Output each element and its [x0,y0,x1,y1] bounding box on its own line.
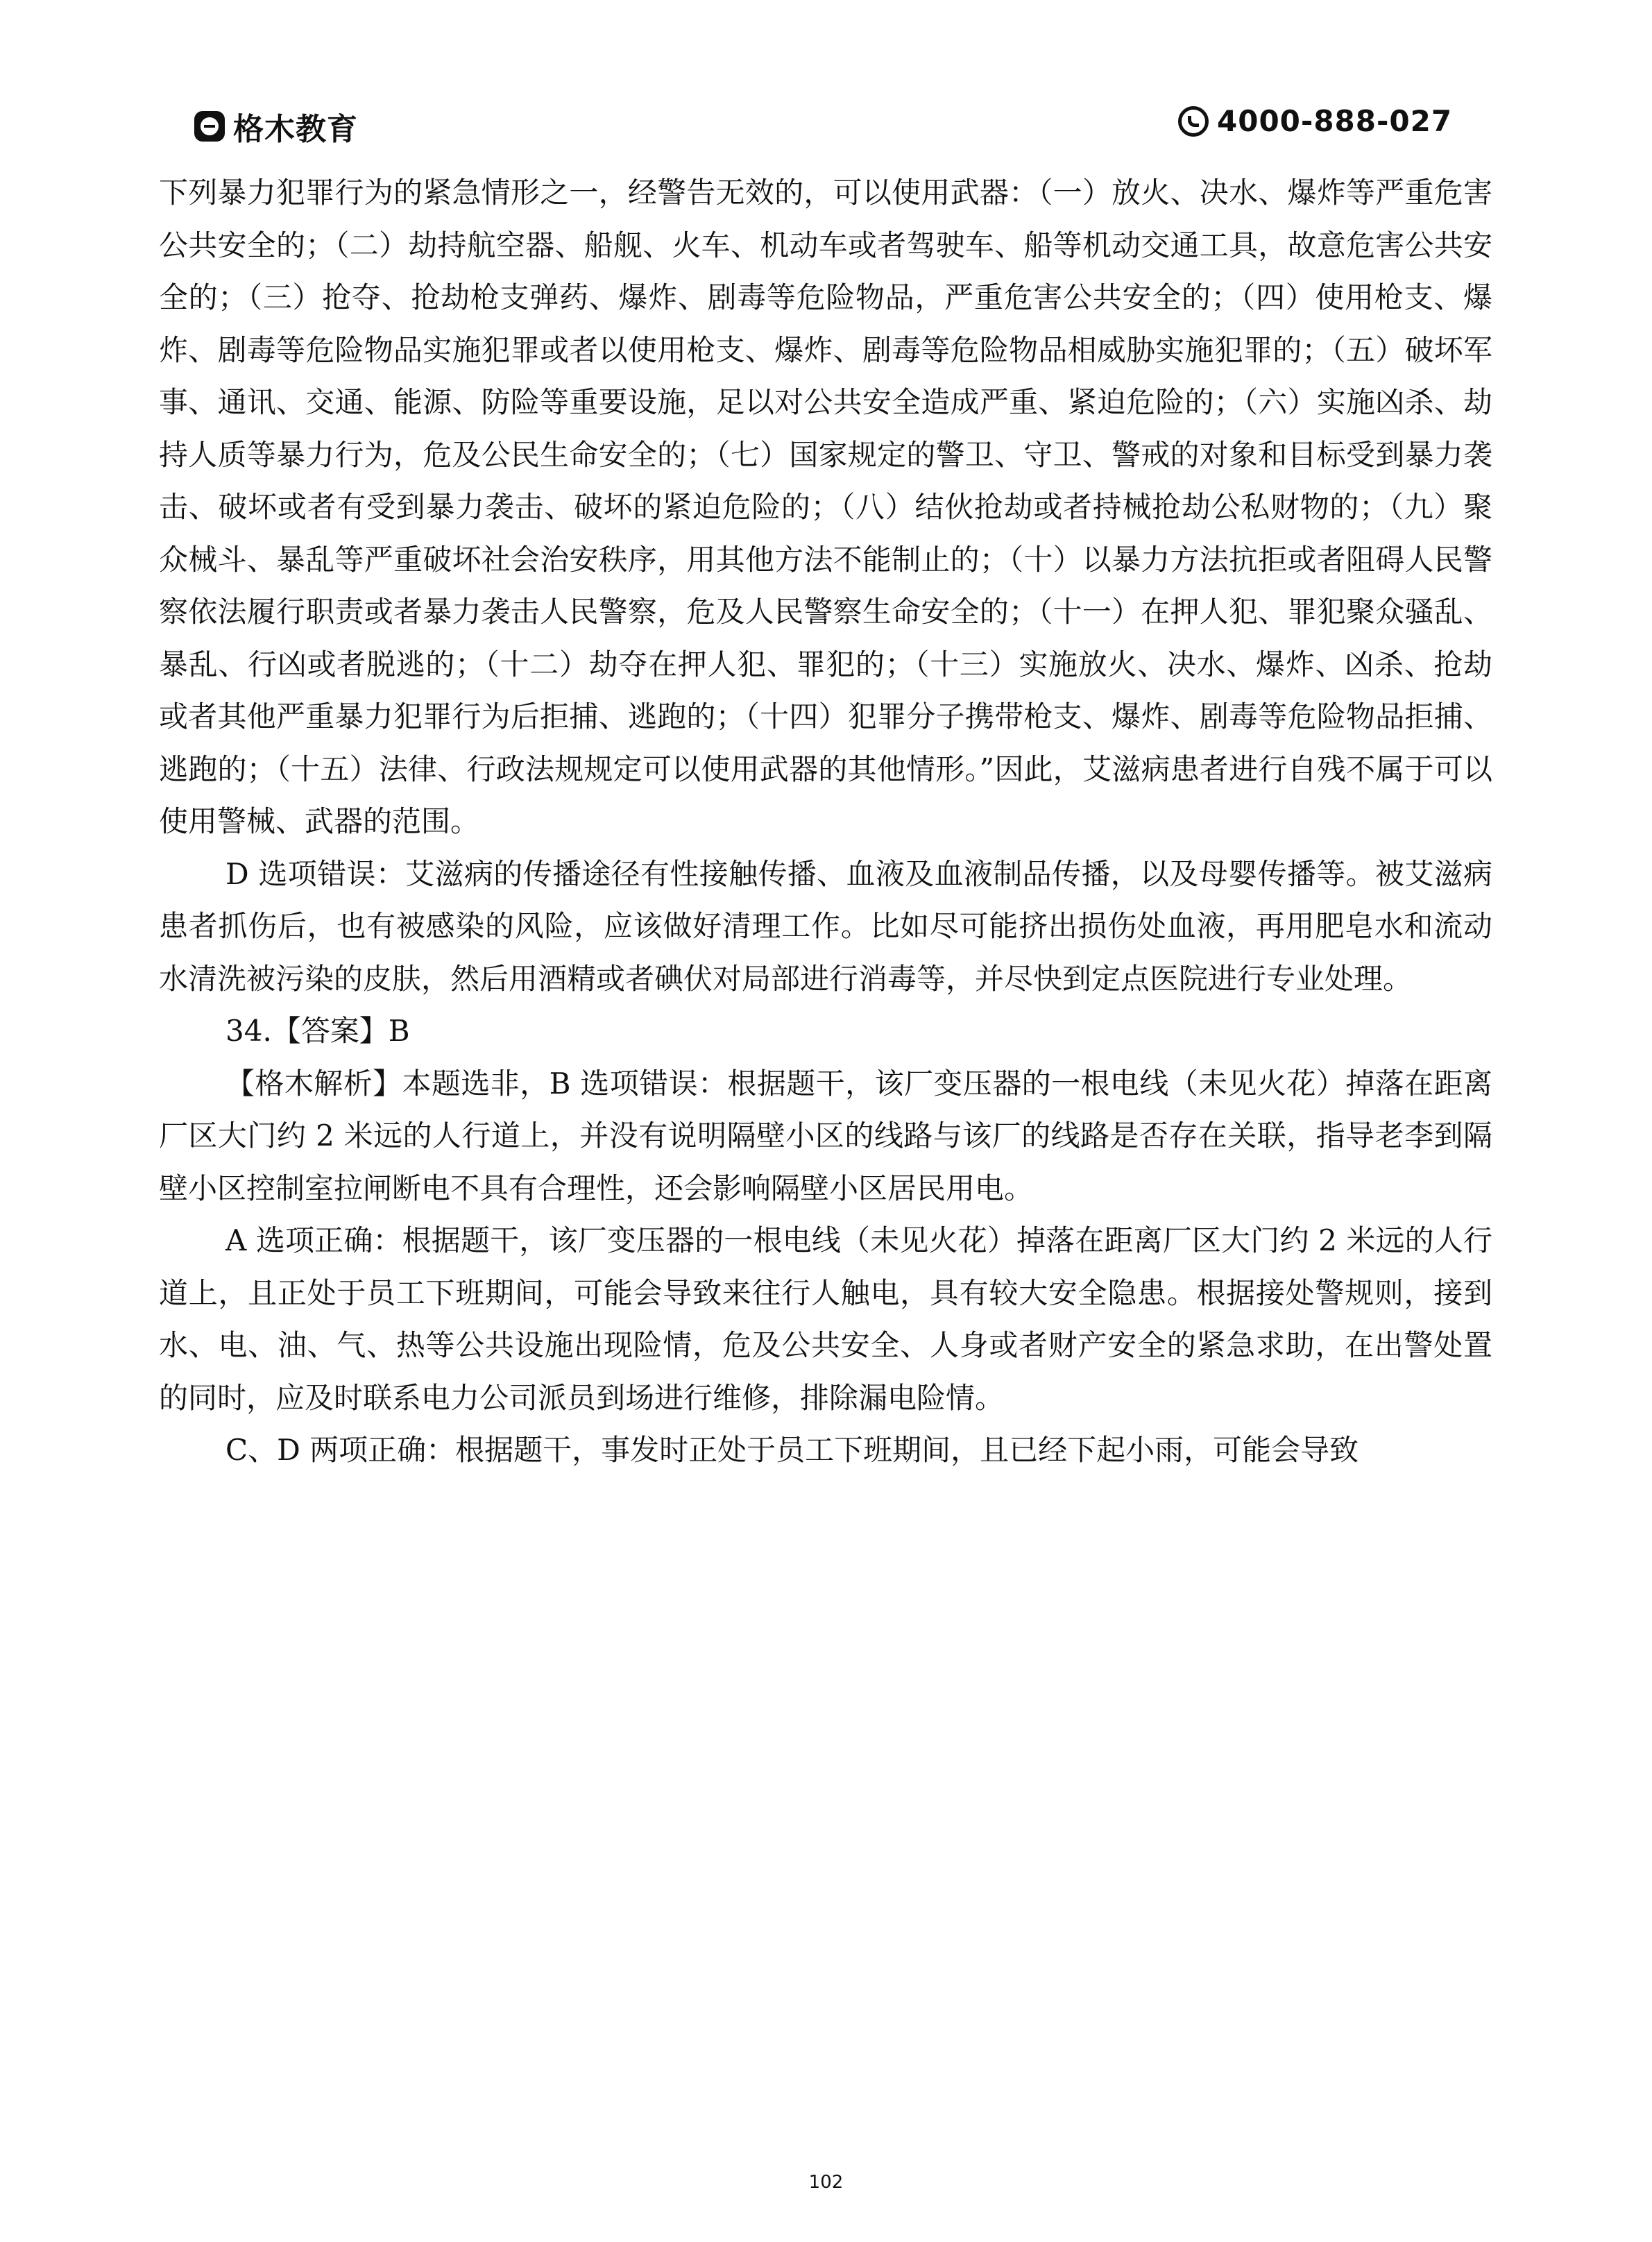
brand-e-logo-icon [194,111,225,142]
phone-number: 4000-888-027 [1217,104,1453,138]
paragraph-option-cd: C、D 两项正确：根据题干，事发时正处于员工下班期间，且已经下起小雨，可能会导致 [225,1433,1359,1467]
page-body [159,167,1492,1477]
paragraph-option-a: A 选项正确：根据题干，该厂变压器的一根电线（未见火花）掉落在距离厂区大门约 2 米远的人行道上，且正处于员工下班期间，可能会导致来往行人触电，具有较大安全隐患。根据接处警规则，接到水、电、油、气、热等公共设施出现险情，危及公共安全、人身或者财产安全的紧急求助，在出警处置的同时，应及时联系电力公司派员到场进行维修，排除漏电险情。 [159,1223,1492,1415]
answer-heading: 34.【答案】B [225,1014,410,1048]
brand-logo [194,104,358,148]
page-number: 102 [808,2172,844,2193]
contact-phone [1178,104,1452,138]
paragraph-analysis-b: 【格木解析】本题选非，B 选项错误：根据题干，该厂变压器的一根电线（未见火花）掉落在距离厂区大门约 2 米远的人行道上，并没有说明隔壁小区的线路与该厂的线路是否存在关联，指导老李到隔壁小区控制室拉闸断电不具有合理性，还会影响隔壁小区居民用电。 [159,1066,1492,1205]
brand-name: 格木教育 [233,112,358,147]
phone-handset-icon [1178,106,1209,137]
paragraph-weapons-list: 下列暴力犯罪行为的紧急情形之一，经警告无效的，可以使用武器：（一）放火、决水、爆炸等严重危害公共安全的；（二）劫持航空器、船舰、火车、机动车或者驾驶车、船等机动交通工具，故意危害公共安全的；（三）抢夺、抢劫枪支弹药、爆炸、剧毒等危险物品，严重危害公共安全的；（四）使用枪支、爆炸、剧毒等危险物品实施犯罪或者以使用枪支、爆炸、剧毒等危险物品相威胁实施犯罪的；（五）破坏军事、通讯、交通、能源、防险等重要设施，足以对公共安全造成严重、紧迫危险的；（六）实施凶杀、劫持人质等暴力行为，危及公民生命安全的；（七）国家规定的警卫、守卫、警戒的对象和目标受到暴力袭击、破坏或者有受到暴力袭击、破坏的紧迫危险的；（八）结伙抢劫或者持械抢劫公私财物的；（九）聚众械斗、暴乱等严重破坏社会治安秩序，用其他方法不能制止的；（十）以暴力方法抗拒或者阻碍人民警察依法履行职责或者暴力袭击人民警察，危及人民警察生命安全的；（十一）在押人犯、罪犯聚众骚乱、暴乱、行凶或者脱逃的；（十二）劫夺在押人犯、罪犯的；（十三）实施放火、决水、爆炸、凶杀、抢劫或者其他严重暴力犯罪行为后拒捕、逃跑的；（十四）犯罪分子携带枪支、爆炸、剧毒等危险物品拒捕、逃跑的；（十五）法律、行政法规规定可以使用武器的其他情形。”因此，艾滋病患者进行自残不属于可以使用警械、武器的范围。 [159,176,1492,838]
paragraph-option-d: D 选项错误：艾滋病的传播途径有性接触传播、血液及血液制品传播，以及母婴传播等。被艾滋病患者抓伤后，也有被感染的风险，应该做好清理工作。比如尽可能挤出损伤处血液，再用肥皂水和流动水清洗被污染的皮肤，然后用酒精或者碘伏对局部进行消毒等，并尽快到定点医院进行专业处理。 [159,856,1492,996]
page-header [0,0,1652,160]
